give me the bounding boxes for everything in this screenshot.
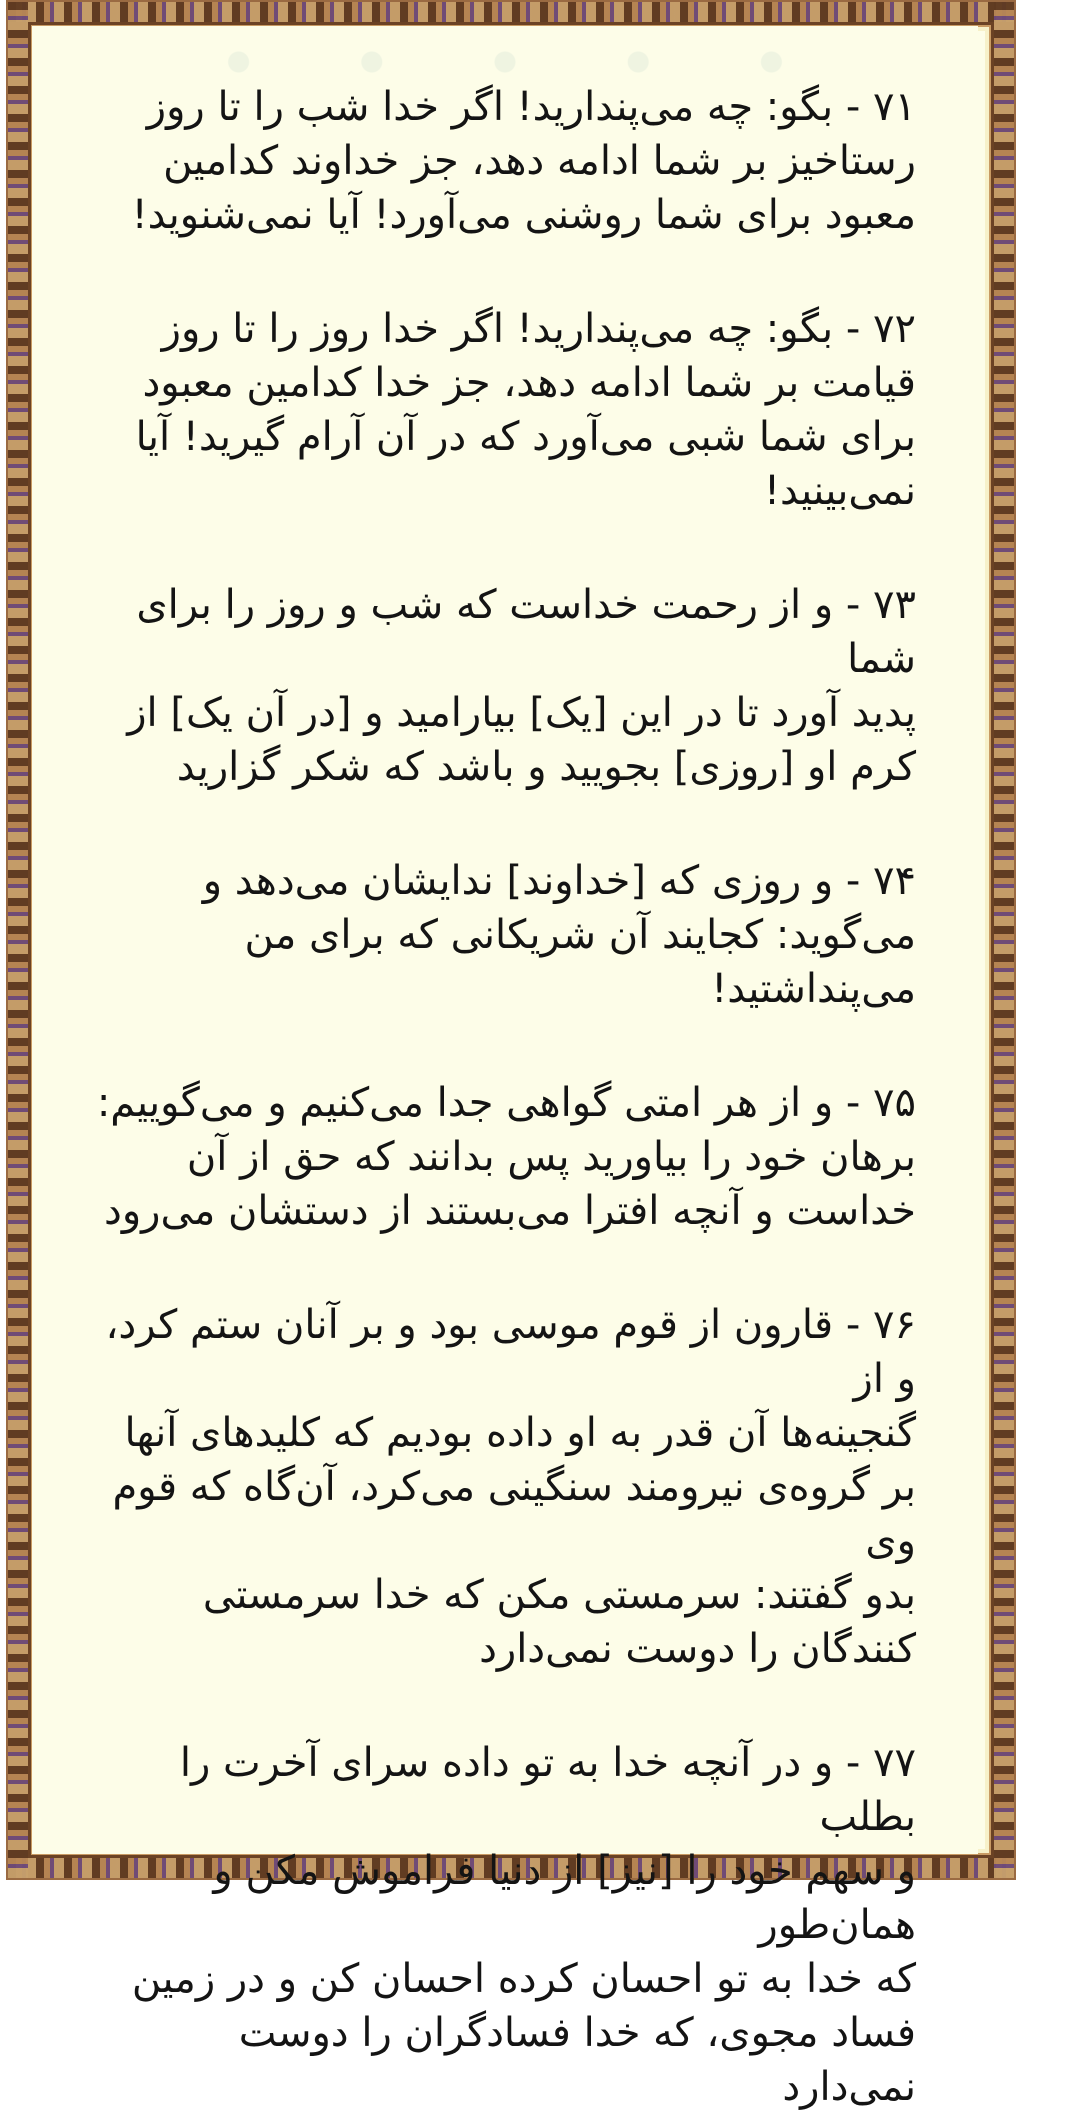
verse-77: ۷۷ - و در آنچه خدا به تو داده سرای آخرت را بطلب و سهم خود را [نیز] از دنیا فراموش مکن و همان‌طور که خدا به تو احسان کرده احسان کن و در زمین فساد مجوی، که خدا فسادگران را دوست نمی‌دارد	[131, 1740, 916, 2110]
verse-71: ۷۱ - بگو: چه می‌پندارید! اگر خدا شب را تا روز رستاخیز بر شما ادامه دهد، جز خداوند کدامین معبود برای شما روشنی می‌آورد! آیا نمی‌شنوید!	[131, 84, 916, 238]
frame-ornament-left	[8, 2, 28, 1878]
page-content	[32, 26, 978, 2110]
verse-74: ۷۴ - و روزی که [خداوند] ندایشان می‌دهد و می‌گوید: کجایند آن شریکانی که برای من می‌پنداشتید!	[202, 858, 916, 1012]
background-pattern	[172, 32, 838, 92]
verse-76: ۷۶ - قارون از قوم موسی بود و بر آنان ستم کرد، و از گنجینه‌ها آن قدر به او داده بودیم که کلیدهای آنها بر گروه‌ی نیرومند سنگینی می‌کرد، آن‌گاه که قوم وی بدو گفتند: سرمستی مکن که خدا سرمستی کنندگان را دوست نمی‌دارد	[105, 1302, 916, 1672]
verse-75: ۷۵ - و از هر امتی گواهی جدا می‌کنیم و می‌گوییم: برهان خود را بیاورید پس بدانند که حق از آن خداست و آنچه افترا می‌بستند از دستشان می‌رود	[96, 1080, 916, 1234]
verse-72: ۷۲ - بگو: چه می‌پندارید! اگر خدا روز را تا روز قیامت بر شما ادامه دهد، جز خدا کدامین معبود برای شما شبی می‌آورد که در آن آرام گیرید! آیا نمی‌بینید!	[135, 306, 916, 514]
verse-73: ۷۳ - و از رحمت خداست که شب و روز را برای شما پدید آورد تا در این [یک] بیارامید و [در آن یک] از کرم او [روزی] بجویید و باشد که شکر گزارید	[127, 582, 916, 790]
frame-ornament-top	[8, 2, 1014, 22]
frame-ornament-right	[994, 2, 1014, 1878]
